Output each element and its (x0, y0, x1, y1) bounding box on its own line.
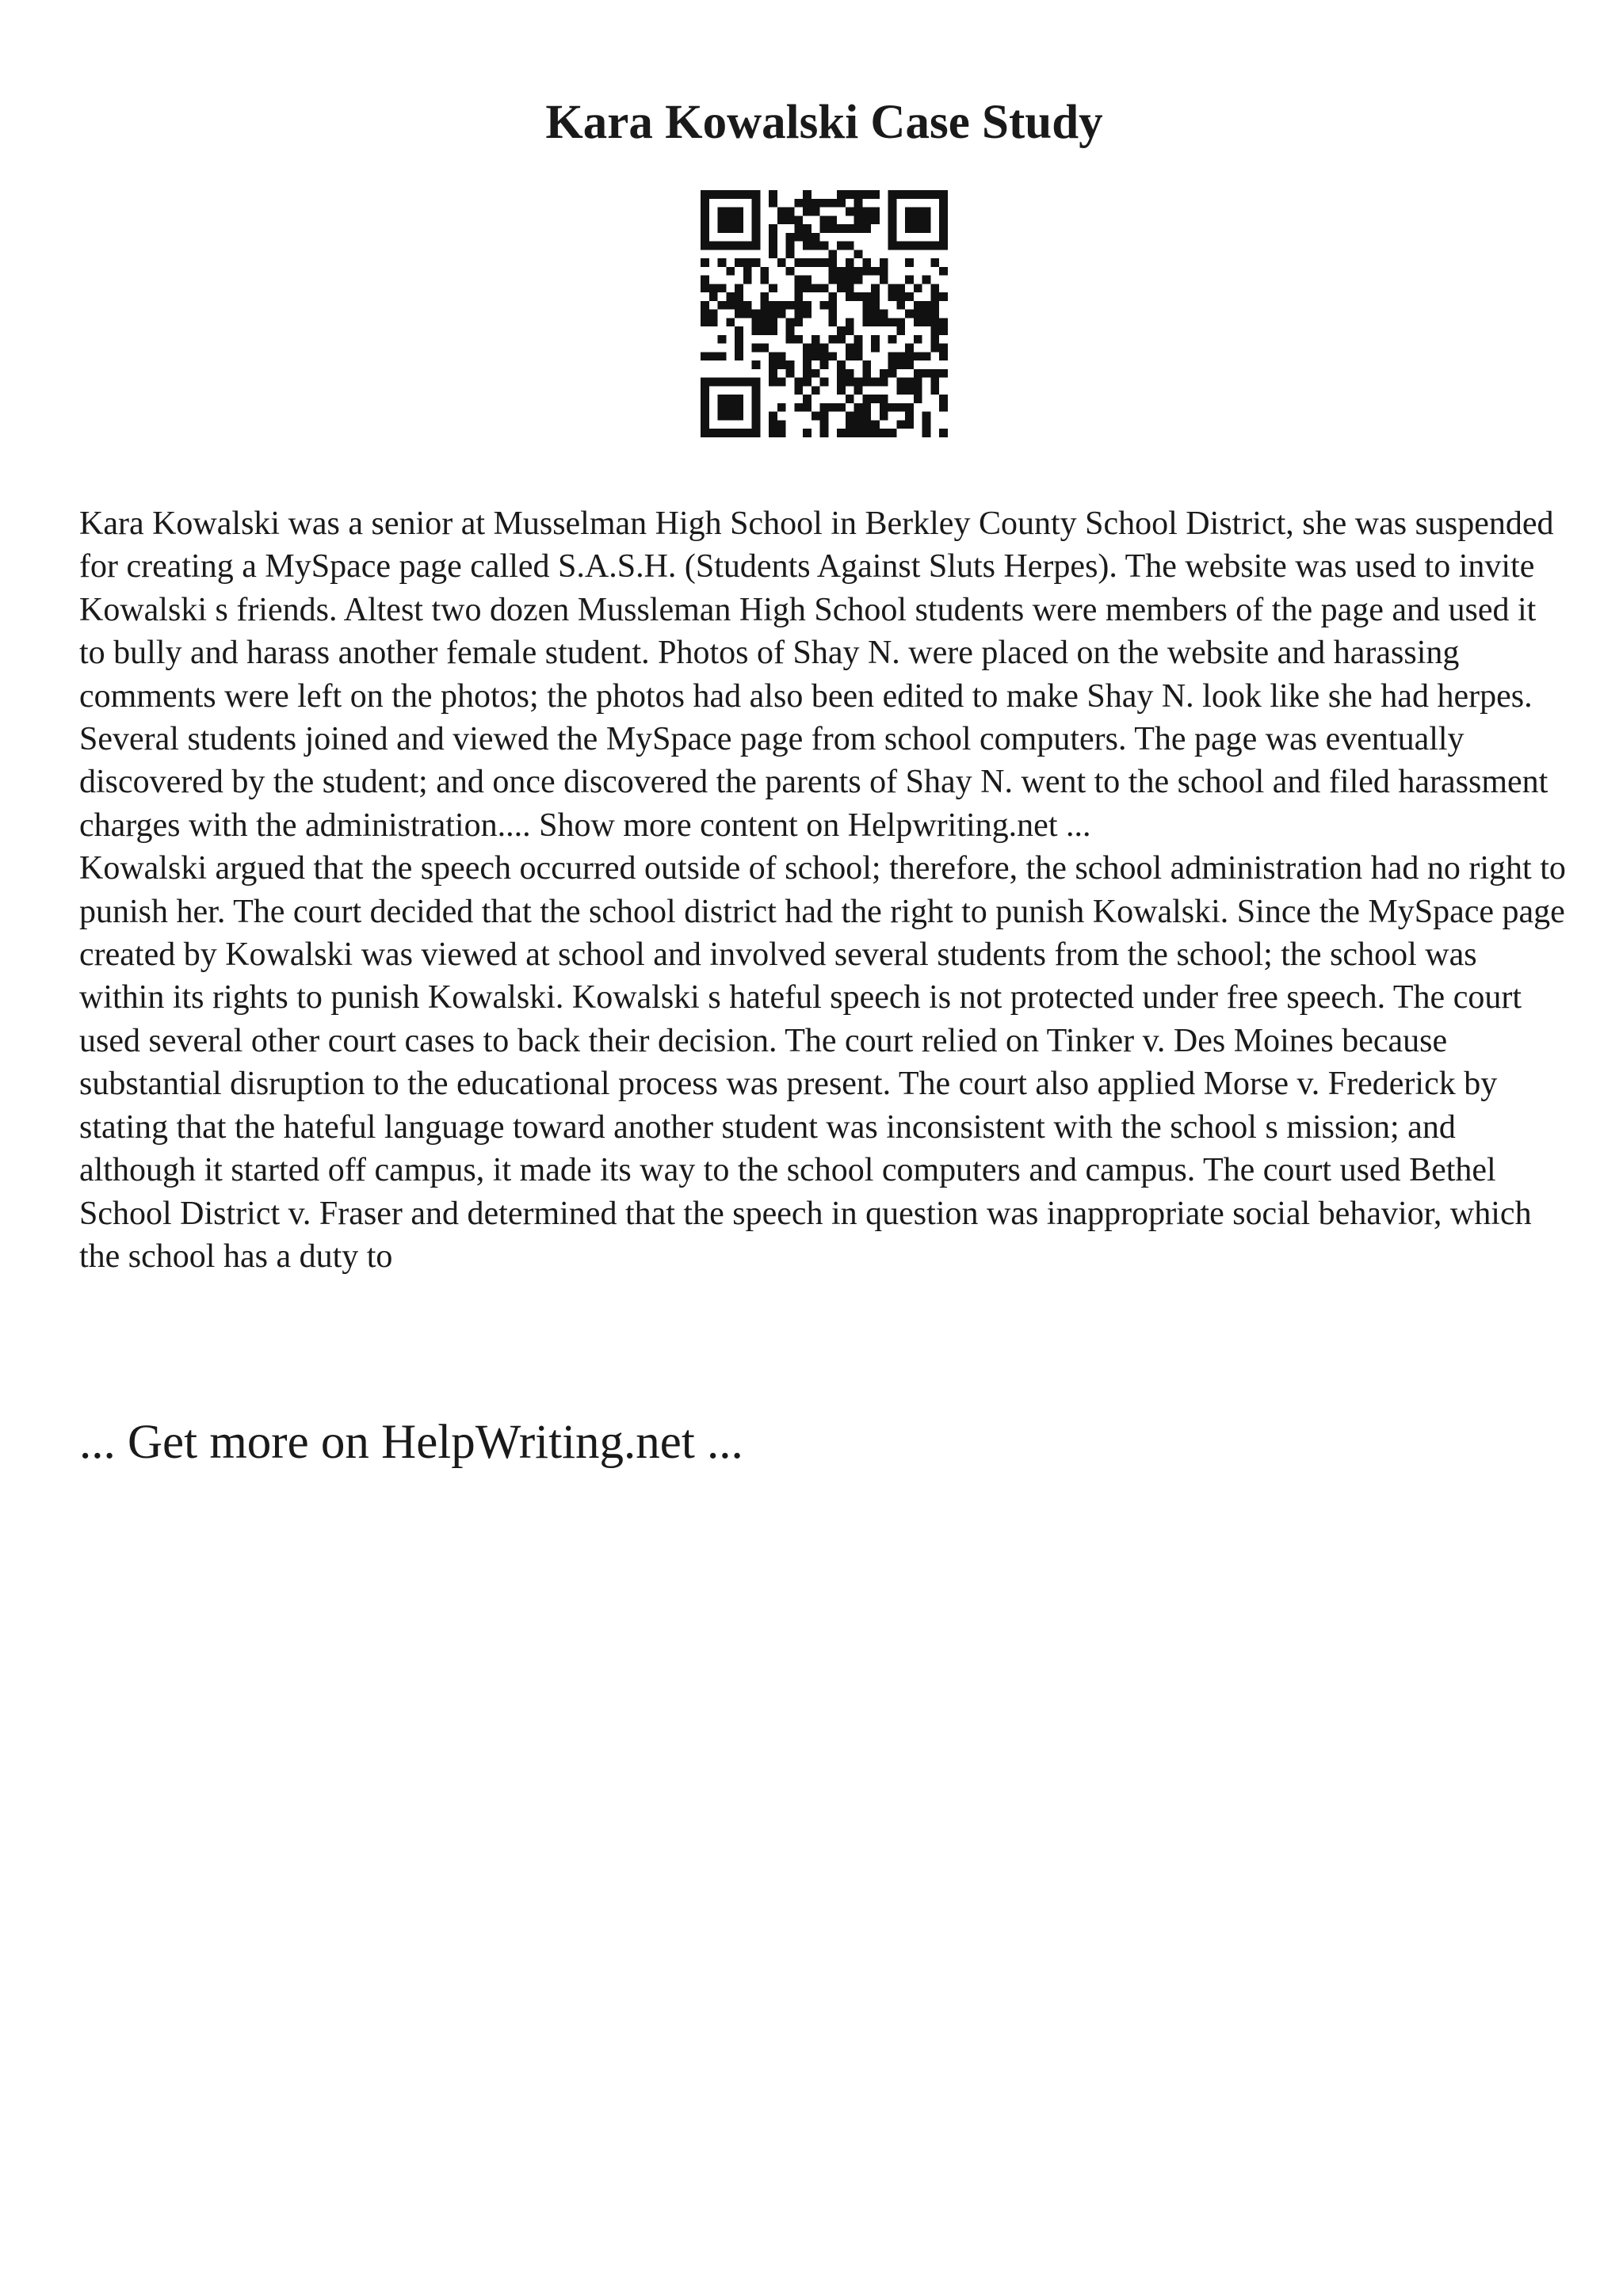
qr-code (701, 190, 948, 437)
get-more-link[interactable]: ... Get more on HelpWriting.net ... (79, 1416, 743, 1469)
page-title: Kara Kowalski Case Study (545, 96, 1103, 149)
body-text (79, 502, 1569, 1278)
paragraph-1: Kara Kowalski was a senior at Musselman High School in Berkley County School District, she was suspended for creating a MySpace page called S.A.S.H. (Students Against Sluts Herpes). The website was used to invite Kowalski s friends. Altest two dozen Mussleman High School students were members of the page and used it to bully and harass another female student. Photos of Shay N. were placed on the website and harassing comments were left on the photos; the photos had also been edited to make Shay N. look like she had herpes. Several students joined and viewed the MySpace page from school computers. The page was eventually discovered by the student; and once discovered the parents of Shay N. went to the school and filed harassment charges with the administration.... Show more content on Helpwriting.net ... (79, 505, 1554, 844)
qr-code-graphic (701, 190, 948, 437)
paragraph-2: Kowalski argued that the speech occurred outside of school; therefore, the school administration had no right to punish her. The court decided that the school district had the right to punish Kowalski. Since the MySpace page created by Kowalski was viewed at school and involved several students from the school; the school was within its rights to punish Kowalski. Kowalski s hateful speech is not protected under free speech. The court used several other court cases to back their decision. The court relied on Tinker v. Des Moines because substantial disruption to the educational process was present. The court also applied Morse v. Frederick by stating that the hateful language toward another student was inconsistent with the school s mission; and although it started off campus, it made its way to the school computers and campus. The court used Bethel School District v. Fraser and determined that the speech in question was inappropriate social behavior, which the school has a duty to (79, 850, 1566, 1275)
